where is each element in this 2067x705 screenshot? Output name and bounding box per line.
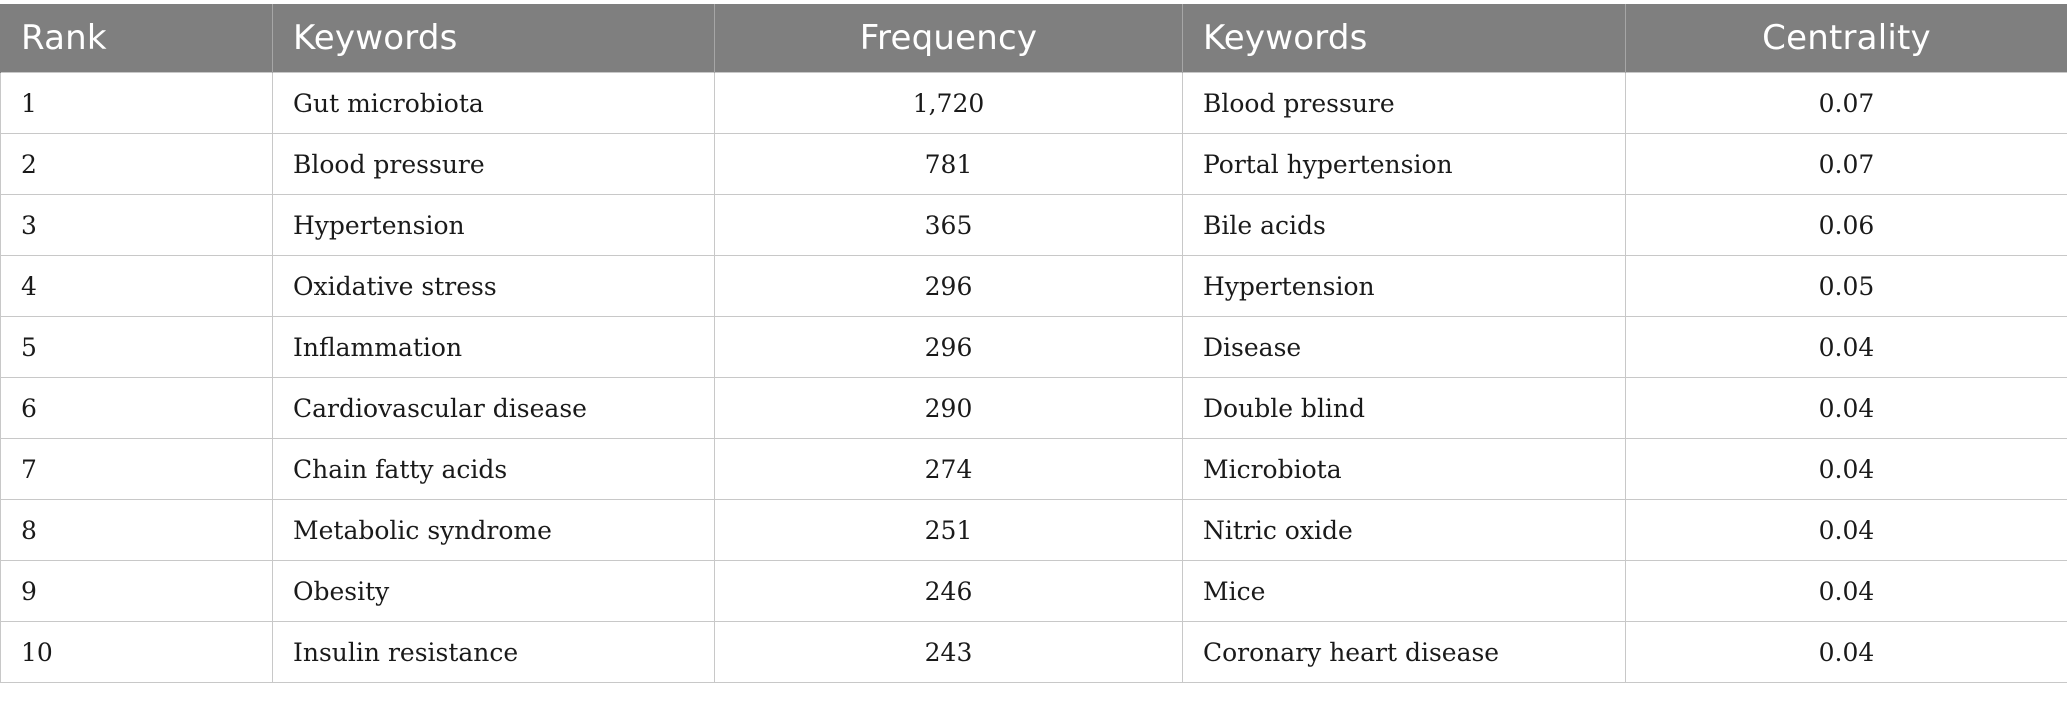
cell-rank: 10 (1, 622, 273, 683)
cell-rank: 1 (1, 73, 273, 134)
table-row (1, 134, 2067, 195)
header-frequency: Frequency (715, 4, 1183, 73)
cell-keyword-frequency: Metabolic syndrome (273, 500, 715, 561)
table-row (1, 195, 2067, 256)
cell-centrality: 0.04 (1626, 317, 2067, 378)
cell-frequency: 290 (715, 378, 1183, 439)
cell-rank: 8 (1, 500, 273, 561)
cell-keyword-centrality: Double blind (1183, 378, 1626, 439)
cell-centrality: 0.04 (1626, 439, 2067, 500)
cell-frequency: 274 (715, 439, 1183, 500)
table-row (1, 73, 2067, 134)
cell-keyword-centrality: Nitric oxide (1183, 500, 1626, 561)
table-row (1, 317, 2067, 378)
cell-centrality: 0.04 (1626, 561, 2067, 622)
cell-keyword-frequency: Gut microbiota (273, 73, 715, 134)
cell-keyword-centrality: Coronary heart disease (1183, 622, 1626, 683)
header-row (1, 4, 2067, 73)
cell-frequency: 243 (715, 622, 1183, 683)
cell-frequency: 251 (715, 500, 1183, 561)
cell-centrality: 0.04 (1626, 500, 2067, 561)
table-row (1, 500, 2067, 561)
cell-centrality: 0.07 (1626, 73, 2067, 134)
cell-rank: 2 (1, 134, 273, 195)
cell-frequency: 781 (715, 134, 1183, 195)
cell-keyword-frequency: Hypertension (273, 195, 715, 256)
header-keywords-frequency: Keywords (273, 4, 715, 73)
keyword-table-container (0, 4, 2067, 683)
cell-rank: 9 (1, 561, 273, 622)
cell-centrality: 0.04 (1626, 622, 2067, 683)
table-body (1, 73, 2067, 683)
cell-rank: 7 (1, 439, 273, 500)
cell-frequency: 365 (715, 195, 1183, 256)
table-row (1, 439, 2067, 500)
cell-centrality: 0.07 (1626, 134, 2067, 195)
cell-keyword-centrality: Disease (1183, 317, 1626, 378)
cell-keyword-centrality: Hypertension (1183, 256, 1626, 317)
keyword-table (0, 4, 2067, 683)
cell-frequency: 1,720 (715, 73, 1183, 134)
cell-frequency: 296 (715, 317, 1183, 378)
cell-keyword-frequency: Blood pressure (273, 134, 715, 195)
table-row (1, 622, 2067, 683)
cell-keyword-frequency: Chain fatty acids (273, 439, 715, 500)
table-row (1, 378, 2067, 439)
cell-keyword-frequency: Insulin resistance (273, 622, 715, 683)
cell-centrality: 0.05 (1626, 256, 2067, 317)
cell-frequency: 296 (715, 256, 1183, 317)
cell-centrality: 0.04 (1626, 378, 2067, 439)
table-header (1, 4, 2067, 73)
cell-keyword-frequency: Obesity (273, 561, 715, 622)
cell-keyword-centrality: Mice (1183, 561, 1626, 622)
table-row (1, 561, 2067, 622)
header-centrality: Centrality (1626, 4, 2067, 73)
cell-keyword-frequency: Oxidative stress (273, 256, 715, 317)
cell-rank: 3 (1, 195, 273, 256)
cell-keyword-frequency: Inflammation (273, 317, 715, 378)
cell-rank: 4 (1, 256, 273, 317)
cell-keyword-centrality: Portal hypertension (1183, 134, 1626, 195)
header-rank: Rank (1, 4, 273, 73)
cell-keyword-centrality: Bile acids (1183, 195, 1626, 256)
cell-frequency: 246 (715, 561, 1183, 622)
cell-rank: 5 (1, 317, 273, 378)
table-row (1, 256, 2067, 317)
cell-rank: 6 (1, 378, 273, 439)
cell-keyword-centrality: Microbiota (1183, 439, 1626, 500)
cell-centrality: 0.06 (1626, 195, 2067, 256)
cell-keyword-frequency: Cardiovascular disease (273, 378, 715, 439)
header-keywords-centrality: Keywords (1183, 4, 1626, 73)
cell-keyword-centrality: Blood pressure (1183, 73, 1626, 134)
